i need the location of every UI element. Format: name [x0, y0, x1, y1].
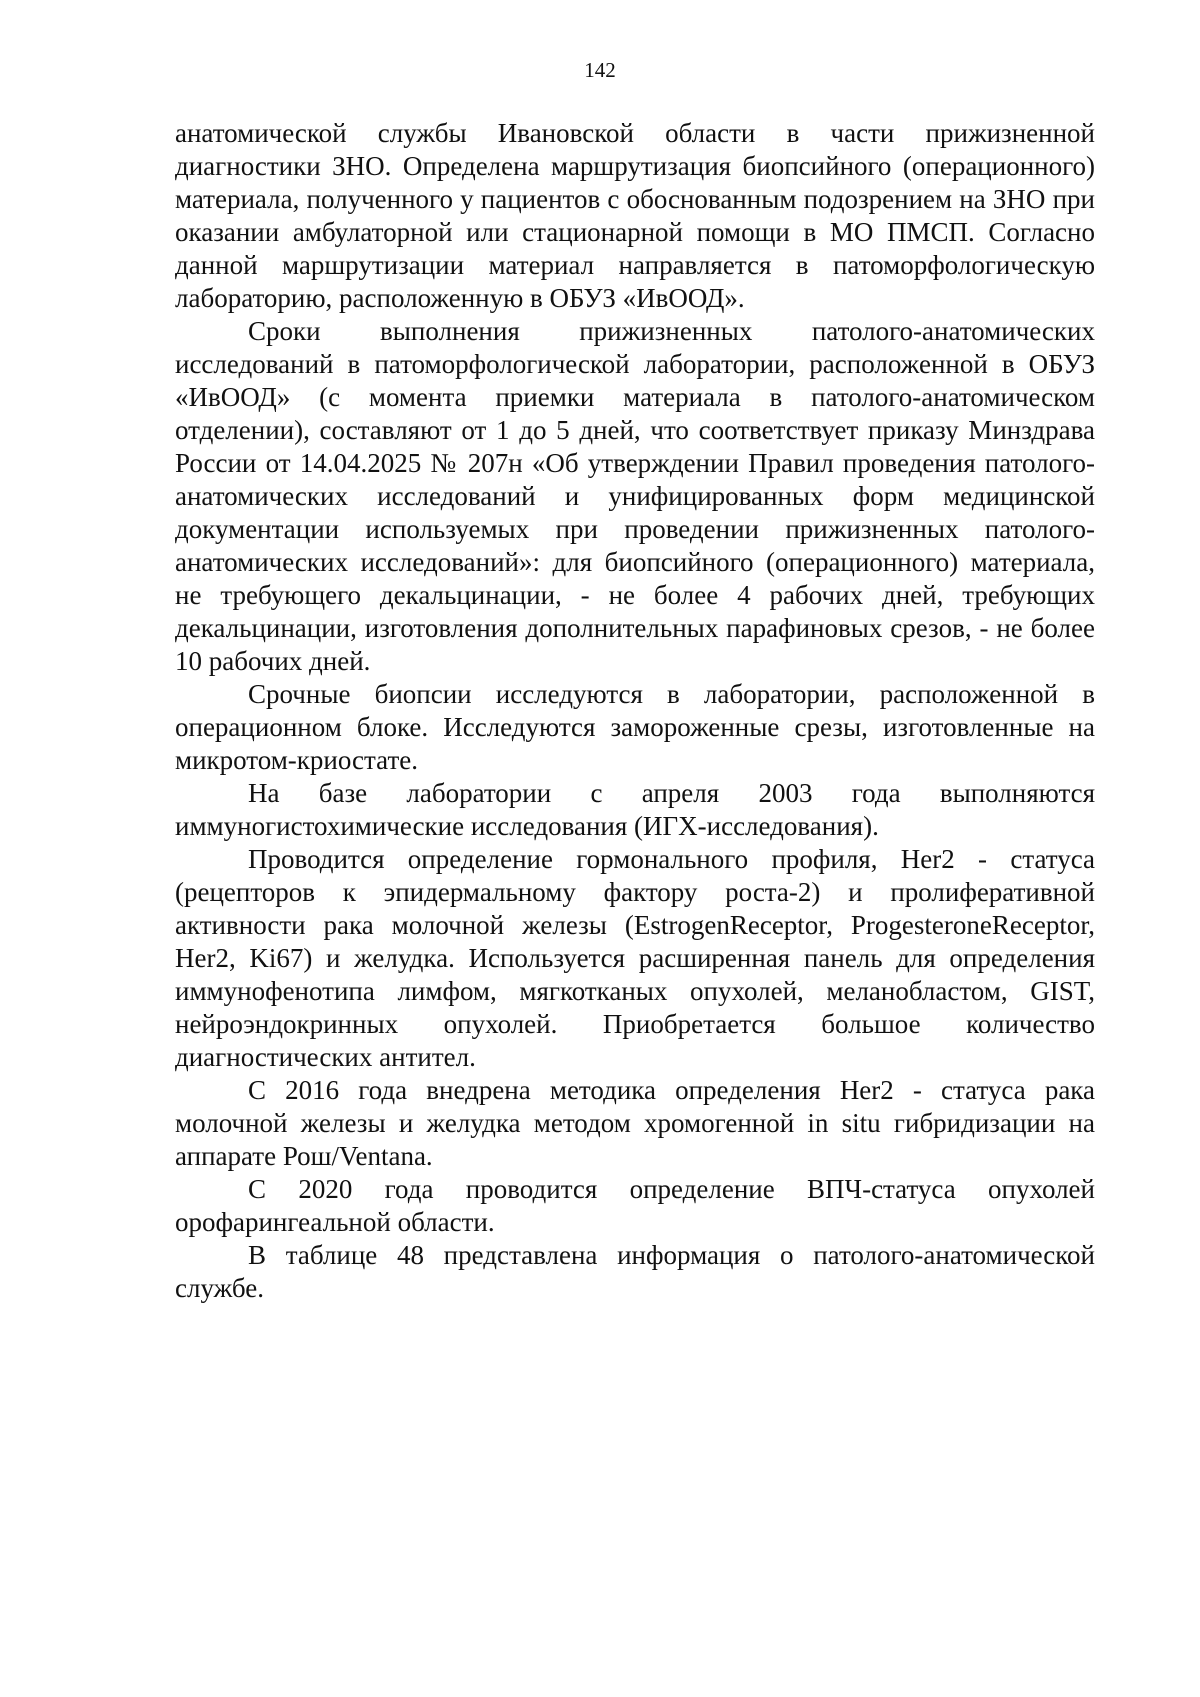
paragraph-research-terms: Сроки выполнения прижизненных патолого-анатомических исследований в патоморфологической лаборатории, расположенной в ОБУЗ «ИвООД» (с момента приемки материала в патолого-анатомическом отделении), составляют от 1 до 5 дней, что соответствует приказу Минздрава России от 14.04.2025 № 207н «Об утверждении Правил проведения патолого-анатомических исследований и унифицированных форм медицинской документации используемых при проведении прижизненных патолого-анатомических исследований»: для биопсийного (операционного) материала, не требующего декальцинации, - не более 4 рабочих дней, требующих декальцинации, изготовления дополнительных парафиновых срезов, - не более 10 рабочих дней.: [175, 316, 1095, 676]
paragraph-continuation: анатомической службы Ивановской области в части прижизненной диагностики ЗНО. Определена маршрутизация биопсийного (операционного) материала, полученного у пациентов с обоснованным подозрением на ЗНО при оказании амбулаторной или стационарной помощи в МО ПМСП. Согласно данной маршрутизации материал направляется в патоморфологическую лабораторию, расположенную в ОБУЗ «ИвООД».: [175, 118, 1095, 313]
paragraph-hpv-2020: С 2020 года проводится определение ВПЧ-статуса опухолей орофарингеальной области.: [175, 1174, 1095, 1237]
paragraph-table-48-reference: В таблице 48 представлена информация о патолого-анатомической службе.: [175, 1240, 1095, 1303]
paragraph-her2-2016: С 2016 года внедрена методика определения Her2 - статуса рака молочной железы и желудка методом хромогенной in situ гибридизации на аппарате Рош/Ventana.: [175, 1075, 1095, 1171]
body-text: [175, 117, 1095, 1305]
paragraph-urgent-biopsies: Срочные биопсии исследуются в лаборатории, расположенной в операционном блоке. Исследуются замороженные срезы, изготовленные на микротом-криостате.: [175, 679, 1095, 775]
paragraph-ihc-since-2003: На базе лаборатории с апреля 2003 года выполняются иммуногистохимические исследования (ИГХ-исследования).: [175, 778, 1095, 841]
paragraph-hormonal-profile: Проводится определение гормонального профиля, Her2 - статуса (рецепторов к эпидермальному фактору роста-2) и пролиферативной активности рака молочной железы (EstrogenReceptor, ProgesteroneReceptor, Her2, Ki67) и желудка. Используется расширенная панель для определения иммунофенотипа лимфом, мягкотканых опухолей, меланобластом, GIST, нейроэндокринных опухолей. Приобретается большое количество диагностических антител.: [175, 844, 1095, 1072]
page-number: 142: [584, 58, 616, 82]
